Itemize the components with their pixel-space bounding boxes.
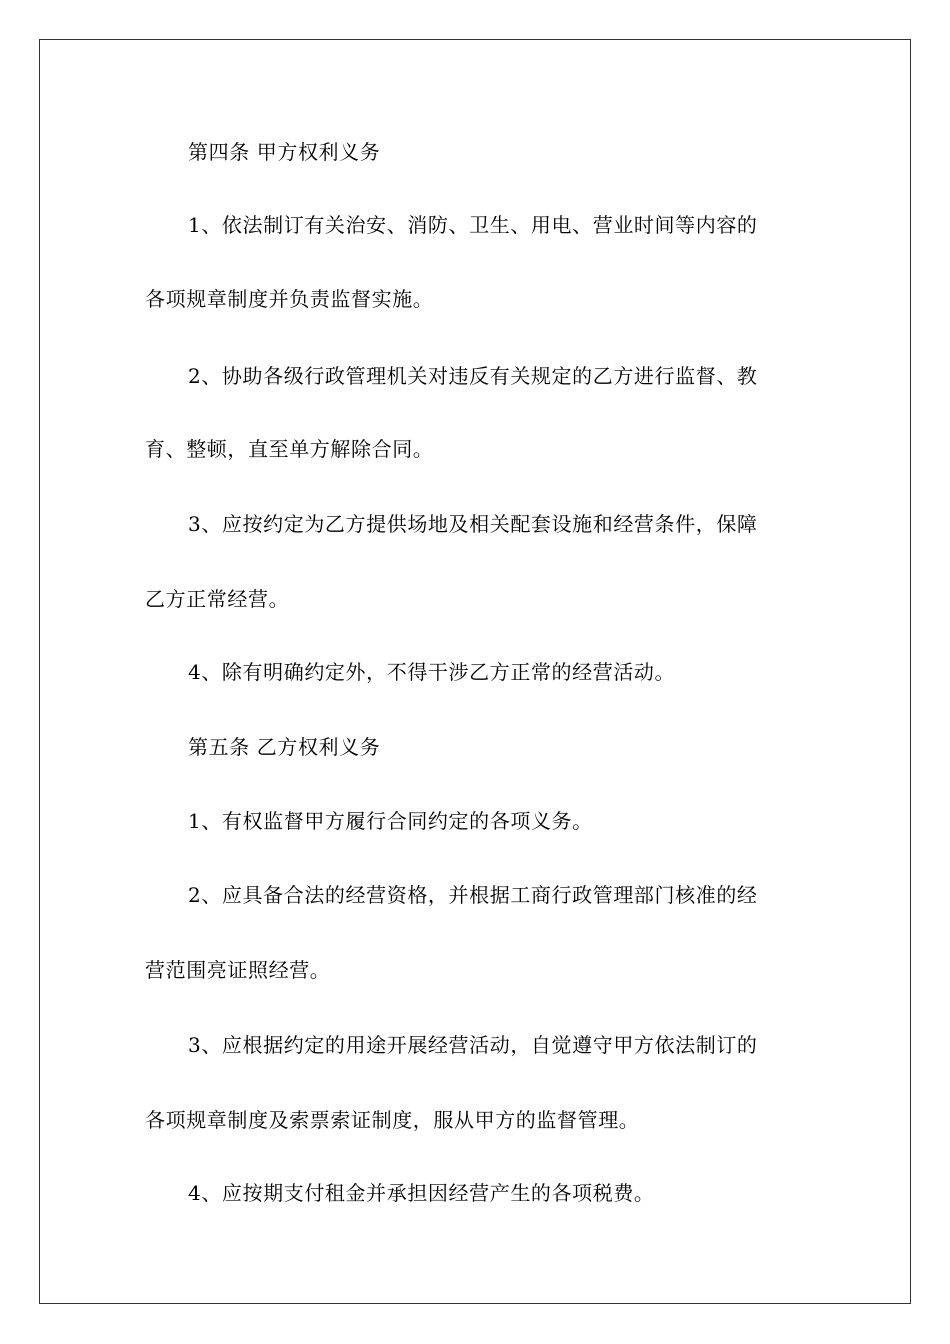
paragraph-line: 1、依法制订有关治安、消防、卫生、用电、营业时间等内容的 [188,213,758,237]
paragraph-line: 营范围亮证照经营。 [145,958,331,982]
paragraph-line: 乙方正常经营。 [145,587,290,611]
paragraph-line: 4、除有明确约定外，不得干涉乙方正常的经营活动。 [188,660,676,684]
paragraph-line: 育、整顿，直至单方解除合同。 [145,437,434,461]
paragraph-line: 3、应按约定为乙方提供场地及相关配套设施和经营条件，保障 [188,512,758,536]
paragraph-line: 4、应按期支付租金并承担因经营产生的各项税费。 [188,1181,655,1205]
paragraph-line: 各项规章制度及索票索证制度，服从甲方的监督管理。 [145,1108,640,1132]
paragraph-line: 2、协助各级行政管理机关对违反有关规定的乙方进行监督、教 [188,364,758,388]
paragraph-line: 1、有权监督甲方履行合同约定的各项义务。 [188,809,593,833]
paragraph-line: 各项规章制度并负责监督实施。 [145,287,434,311]
article-4-heading: 第四条 甲方权利义务 [188,140,381,164]
paragraph-line: 3、应根据约定的用途开展经营活动，自觉遵守甲方依法制订的 [188,1033,758,1057]
article-5-heading: 第五条 乙方权利义务 [188,735,381,759]
paragraph-line: 2、应具备合法的经营资格，并根据工商行政管理部门核准的经 [188,883,758,907]
